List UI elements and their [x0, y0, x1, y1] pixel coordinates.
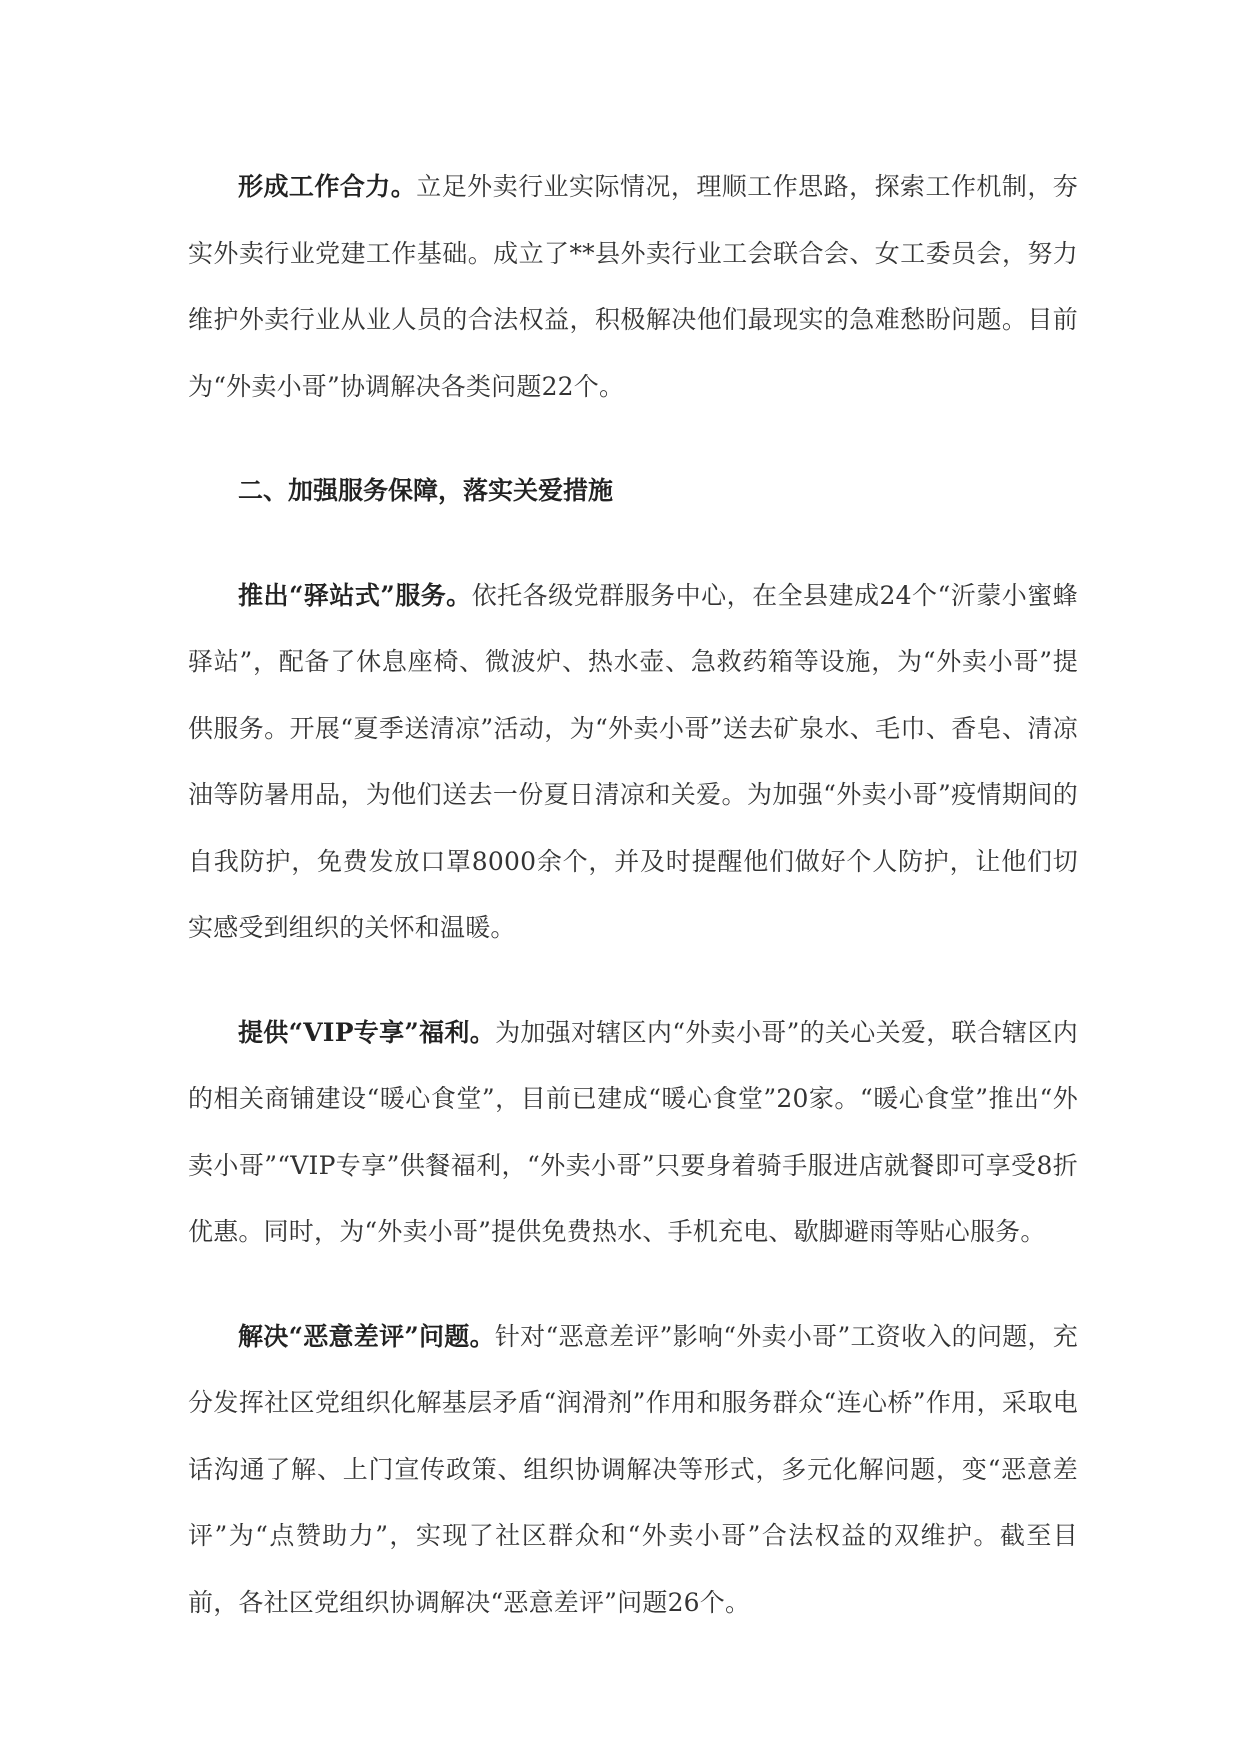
paragraph-body: 针对“恶意差评”影响“外卖小哥”工资收入的问题，充分发挥社区党组织化解基层矛盾“润滑剂”作用和服务群众“连心桥”作用，采取电话沟通了解、上门宣传政策、组织协调解决等形式，多元化解问题，变“恶意差评”为“点赞助力”，实现了社区群众和“外卖小哥”合法权益的双维护。截至目前，各社区党组织协调解决“恶意差评”问题26个。 [188, 1321, 1078, 1617]
paragraph-work-synergy [188, 154, 1078, 420]
paragraph-lead: 解决“恶意差评”问题。 [238, 1321, 495, 1351]
paragraph-body: 依托各级党群服务中心，在全县建成24个“沂蒙小蜜蜂驿站”，配备了休息座椅、微波炉、热水壶、急救药箱等设施，为“外卖小哥”提供服务。开展“夏季送清凉”活动，为“外卖小哥”送去矿泉水、毛巾、香皂、清凉油等防暑用品，为他们送去一份夏日清凉和关爱。为加强“外卖小哥”疫情期间的自我防护，免费发放口罩8000余个，并及时提醒他们做好个人防护，让他们切实感受到组织的关怀和温暖。 [188, 580, 1078, 942]
paragraph-vip-benefit [188, 1000, 1078, 1266]
paragraph-bad-review [188, 1304, 1078, 1637]
paragraph-body: 为加强对辖区内“外卖小哥”的关心关爱，联合辖区内的相关商铺建设“暖心食堂”，目前已建成“暖心食堂”20家。“暖心食堂”推出“外卖小哥”“VIP专享”供餐福利，“外卖小哥”只要身着骑手服进店就餐即可享受8折优惠。同时，为“外卖小哥”提供免费热水、手机充电、歇脚避雨等贴心服务。 [188, 1017, 1078, 1246]
section-heading: 二、加强服务保障，落实关爱措施 [238, 476, 614, 505]
document-page [188, 154, 1078, 1674]
paragraph-lead: 推出“驿站式”服务。 [238, 580, 472, 610]
paragraph-lead: 提供“VIP专享”福利。 [238, 1017, 496, 1047]
paragraph-body: 立足外卖行业实际情况，理顺工作思路，探索工作机制，夯实外卖行业党建工作基础。成立了**县外卖行业工会联合会、女工委员会，努力维护外卖行业从业人员的合法权益，积极解决他们最现实的急难愁盼问题。目前为“外卖小哥”协调解决各类问题22个。 [188, 172, 1079, 401]
paragraph-station-service [188, 563, 1078, 962]
paragraph-lead: 形成工作合力。 [238, 172, 417, 201]
